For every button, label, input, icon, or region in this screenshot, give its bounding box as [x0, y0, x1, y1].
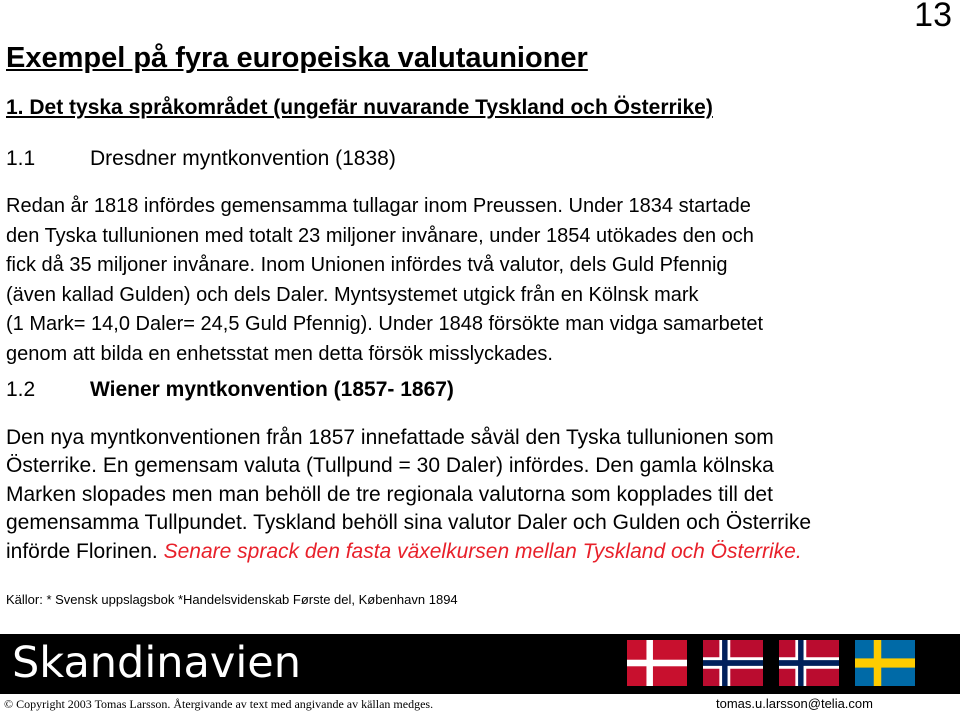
subsection-title: Wiener myntkonvention (1857- 1867) — [90, 378, 454, 401]
section-heading: 1. Det tyska språkområdet (ungefär nuvarande Tyskland och Österrike) — [6, 96, 713, 119]
sweden-flag-icon — [855, 640, 915, 686]
subsection-heading-1 — [6, 147, 396, 171]
subsection-heading-2 — [6, 378, 454, 402]
denmark-flag-icon — [627, 640, 687, 686]
banner-title: Skandinavien — [12, 638, 301, 688]
paragraph-1 — [6, 192, 956, 370]
paragraph-line: (även kallad Gulden) och dels Daler. Myntsystemet utgick från en Kölnsk mark — [6, 283, 699, 306]
subsection-number: 1.2 — [6, 378, 36, 401]
paragraph-line: Den nya myntkonventionen från 1857 innefattade såväl den Tyska tullunionen som — [6, 426, 774, 449]
paragraph-line: Marken slopades men man behöll de tre regionala valutorna som kopplades till det — [6, 482, 773, 506]
paragraph-last-line — [6, 538, 956, 566]
paragraph-line: genom att bilda en enhetsstat men detta försök misslyckades. — [6, 342, 553, 365]
norway-flag-icon — [703, 640, 763, 686]
paragraph-line: Österrike. En gemensam valuta (Tullpund = 30 Daler) infördes. Den gamla kölnska — [6, 454, 774, 478]
paragraph-line: Redan år 1818 infördes gemensamma tullagar inom Preussen. Under 1834 startade — [6, 195, 751, 217]
sources-note: Källor: * Svensk uppslagsbok *Handelsvidenskab Første del, København 1894 — [6, 592, 458, 607]
page-title: Exempel på fyra europeiska valutaunioner — [6, 42, 588, 74]
subsection-number: 1.1 — [6, 147, 36, 170]
copyright-notice: © Copyright 2003 Tomas Larsson. Återgivande av text med angivande av källan medges. — [4, 697, 434, 711]
norway-flag-icon — [779, 640, 839, 686]
paragraph-line: (1 Mark= 14,0 Daler= 24,5 Guld Pfennig). Under 1848 försökte man vidga samarbetet — [6, 313, 764, 336]
contact-email[interactable]: tomas.u.larsson@telia.com — [716, 696, 873, 711]
paragraph-text: införde Florinen. — [6, 539, 164, 563]
subsection-title: Dresdner myntkonvention (1838) — [90, 147, 396, 170]
highlighted-sentence: Senare sprack den fasta växelkursen mellan Tyskland och Österrike. — [163, 539, 802, 563]
paragraph-2 — [6, 424, 956, 566]
paragraph-line: gemensamma Tullpundet. Tyskland behöll sina valutor Daler och Gulden och Österrike — [6, 511, 812, 535]
paragraph-line: fick då 35 miljoner invånare. Inom Unionen infördes två valutor, dels Guld Pfennig — [6, 254, 728, 277]
page-number: 13 — [914, 0, 952, 34]
paragraph-line: den Tyska tullunionen med totalt 23 miljoner invånare, under 1854 utökades den och — [6, 224, 754, 247]
